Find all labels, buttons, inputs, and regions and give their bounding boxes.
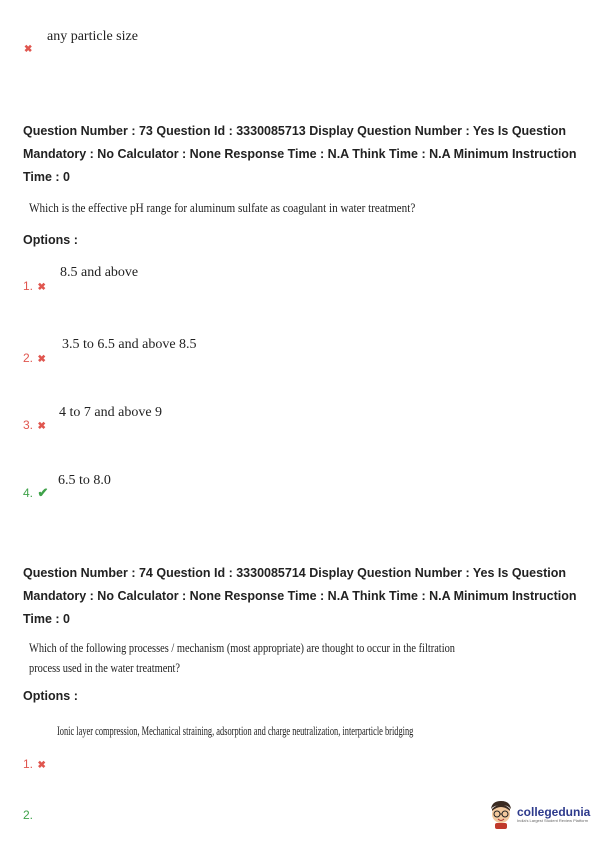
option-number: 4. xyxy=(23,486,34,500)
cross-icon: ✖ xyxy=(37,760,46,771)
cross-icon: ✖ xyxy=(37,421,46,432)
option-number: 2. xyxy=(23,808,34,822)
logo-tagline: India's Largest Student Review Platform xyxy=(517,817,589,823)
option-3-text: 4 to 7 and above 9 xyxy=(59,405,163,420)
question-line: Which of the following processes / mechanism (most appropriate) are thought to occur in the filtration xyxy=(29,640,455,655)
option-4-text: 6.5 to 8.0 xyxy=(58,473,111,488)
option-number: 2. xyxy=(23,351,34,365)
meta-line: Mandatory : No Calculator : None Response Time : N.A Think Time : N.A Minimum Instruction xyxy=(23,147,577,161)
question-74-meta xyxy=(23,562,583,631)
cross-icon: ✖ xyxy=(37,354,46,365)
option-number: 3. xyxy=(23,418,34,432)
question-line: process used in the water treatment? xyxy=(29,660,181,675)
collegedunia-logo xyxy=(488,799,590,829)
option-number: 1. xyxy=(23,279,34,293)
mascot-icon xyxy=(488,799,514,829)
options-label: Options : xyxy=(23,233,78,247)
question-74-text xyxy=(29,638,455,678)
logo-name: collegedunia xyxy=(517,804,591,819)
option-2 xyxy=(23,349,46,367)
meta-line: Question Number : 74 Question Id : 3330085714 Display Question Number : Yes Is Question xyxy=(23,566,566,580)
cross-icon: ✖ xyxy=(24,44,33,55)
option-3 xyxy=(23,416,46,434)
option-4 xyxy=(23,484,48,502)
check-icon: ✔ xyxy=(37,485,49,500)
option-1-text: Ionic layer compression, Mechanical straining, adsorption and charge neutralization, interparticle bridging xyxy=(57,724,414,738)
cross-icon: ✖ xyxy=(37,282,46,293)
option-1 xyxy=(23,755,46,773)
option-1-text: 8.5 and above xyxy=(60,265,139,280)
options-label: Options : xyxy=(23,689,78,703)
question-73-text: Which is the effective pH range for aluminum sulfate as coagulant in water treatment? xyxy=(29,200,416,215)
meta-line: Mandatory : No Calculator : None Response Time : N.A Think Time : N.A Minimum Instruction xyxy=(23,589,577,603)
prev-option-text: any particle size xyxy=(47,29,138,44)
option-2-text: 3.5 to 6.5 and above 8.5 xyxy=(62,337,197,352)
option-number: 1. xyxy=(23,757,34,771)
question-73-meta xyxy=(23,120,583,189)
meta-line: Time : 0 xyxy=(23,612,71,626)
option-2 xyxy=(23,806,33,824)
option-1 xyxy=(23,277,46,295)
meta-line: Question Number : 73 Question Id : 3330085713 Display Question Number : Yes Is Question xyxy=(23,124,566,138)
meta-line: Time : 0 xyxy=(23,170,71,184)
